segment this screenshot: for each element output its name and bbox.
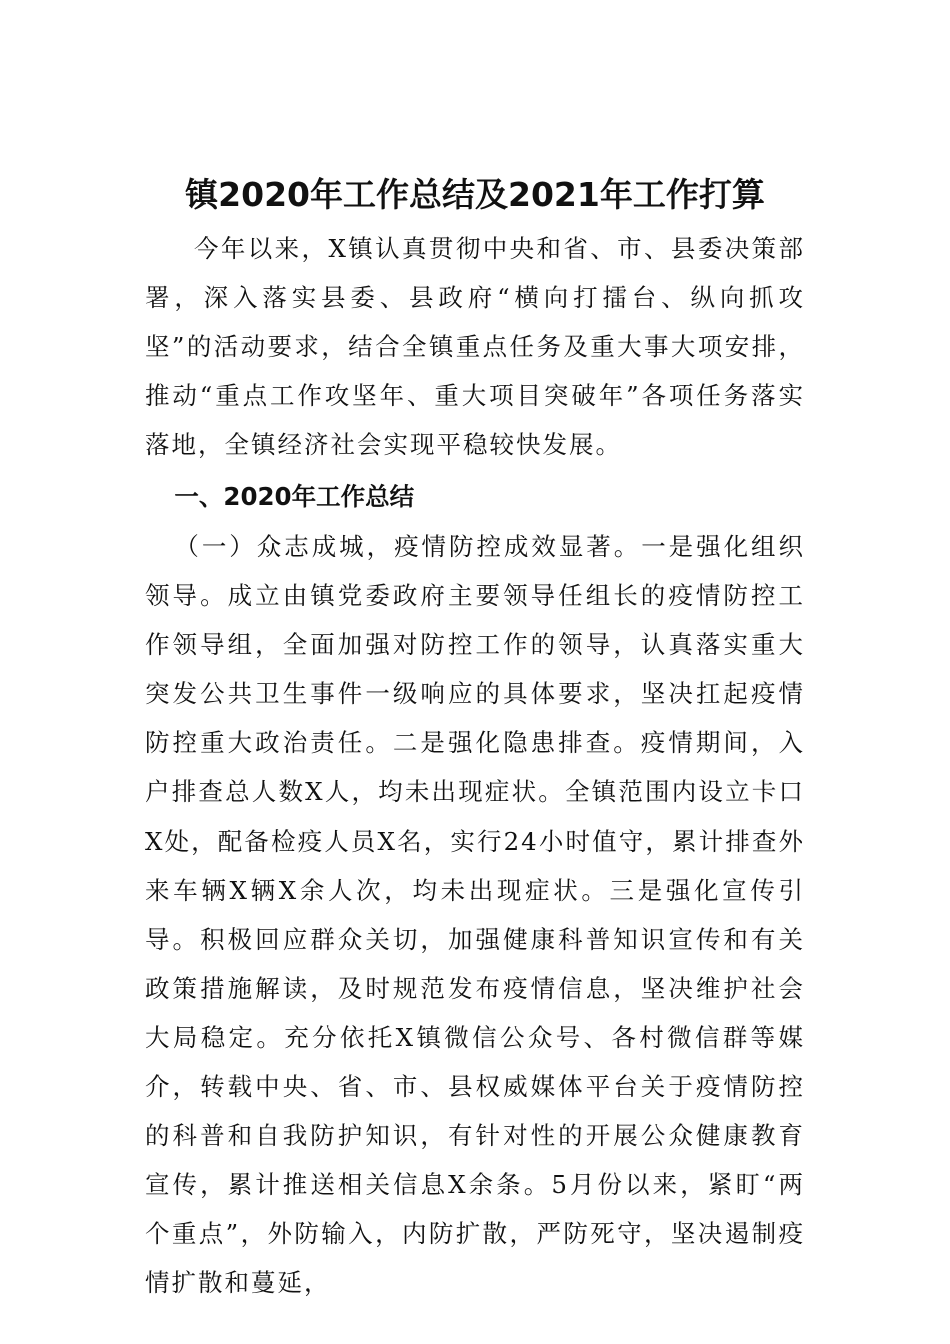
intro-paragraph: 今年以来，X镇认真贯彻中央和省、市、县委决策部署，深入落实县委、县政府“横向打擂台、纵向抓攻坚”的活动要求，结合全镇重点任务及重大事大项安排，推动“重点工作攻坚年、重大项目突破年”各项任务落实落地，全镇经济社会实现平稳较快发展。	[145, 234, 805, 460]
document-title: 镇2020年工作总结及2021年工作打算	[185, 175, 765, 215]
section1-paragraph: （一）众志成城，疫情防控成效显著。一是强化组织领导。成立由镇党委政府主要领导任组长的疫情防控工作领导组，全面加强对防控工作的领导，认真落实重大突发公共卫生事件一级响应的具体要求，坚决扛起疫情防控重大政治责任。二是强化隐患排查。疫情期间，入户排查总人数X人，均未出现症状。全镇范围内设立卡口X处，配备检疫人员X名，实行24小时值守，累计排查外来车辆X辆X余人次，均未出现症状。三是强化宣传引导。积极回应群众关切，加强健康科普知识宣传和有关政策措施解读，及时规范发布疫情信息，坚决维护社会大局稳定。充分依托X镇微信公众号、各村微信群等媒介，转载中央、省、市、县权威媒体平台关于疫情防控的科普和自我防护知识，有针对性的开展公众健康教育宣传，累计推送相关信息X余条。5月份以来，紧盯“两个重点”，外防输入，内防扩散，严防死守，坚决遏制疫情扩散和蔓延，	[145, 532, 805, 1298]
section-heading: 一、2020年工作总结	[174, 482, 415, 511]
